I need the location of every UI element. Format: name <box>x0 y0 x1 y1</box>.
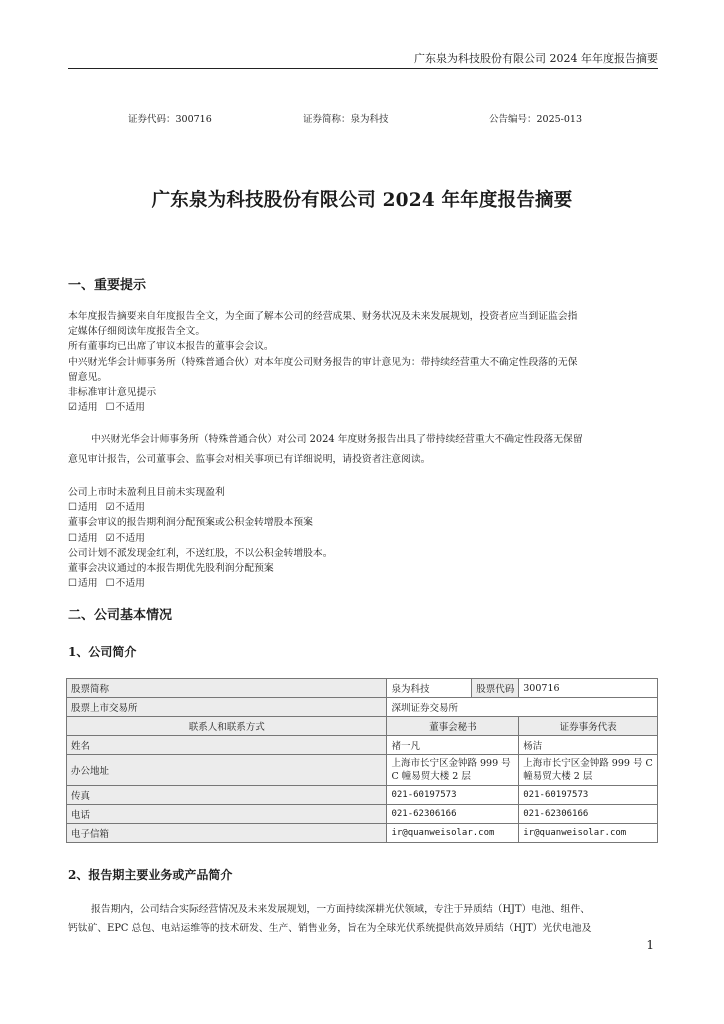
option-label: 适用 <box>77 502 98 514</box>
option-label: 适用 <box>77 402 98 414</box>
cell-value: 021-62306166 <box>519 805 658 824</box>
option-row-preferred-stock <box>68 576 333 591</box>
para-nonstandard: 非标准审计意见提示 <box>68 387 157 399</box>
profit-dividend-block <box>68 485 333 591</box>
option-row-unprofitable <box>68 500 333 515</box>
option-label: 不适用 <box>115 578 145 590</box>
para-auditor-explanation <box>91 432 583 447</box>
checkbox-unchecked-icon: ☐ <box>105 402 115 414</box>
option-label: 不适用 <box>115 532 145 544</box>
para-auditor-line2: 意见审计报告，公司董事会、监事会对相关事项已有详细说明，请投资者注意阅读。 <box>68 454 431 465</box>
cell-value: ir@quanweisolar.com <box>519 824 658 843</box>
running-header: 广东泉为科技股份有限公司 2024 年年度报告摘要 <box>414 52 658 65</box>
cell-label: 姓名 <box>67 736 387 755</box>
para-summary-line2: 定媒体仔细阅读年度报告全文。 <box>68 326 206 338</box>
important-notes-block <box>68 309 577 415</box>
para-audit-line1: 中兴财光华会计师事务所（特殊普通合伙）对本年度公司财务报告的审计意见为：带持续经营重大不确定性段落的无保 <box>68 356 578 368</box>
checkbox-unchecked-icon: ☐ <box>68 532 77 544</box>
cell-label: 股票代码 <box>472 679 519 698</box>
cell-label: 电话 <box>67 805 387 824</box>
table-row <box>67 786 658 805</box>
cell-value: 021-60197573 <box>519 786 658 805</box>
cell-label: 办公地址 <box>67 755 387 786</box>
cell-label: 联系人和联系方式 <box>67 717 387 736</box>
cell-value: 021-60197573 <box>387 786 519 805</box>
checkbox-checked-icon: ☑ <box>105 532 115 544</box>
stock-abbr: 证券简称：泉为科技 <box>303 114 389 125</box>
page-number: 1 <box>646 938 654 952</box>
option-label: 不适用 <box>115 402 145 414</box>
section-heading-important-notes: 一、重要提示 <box>68 278 147 293</box>
para-auditor-explanation-cont <box>68 452 430 467</box>
option-label: 适用 <box>77 578 98 590</box>
option-label: 适用 <box>77 532 98 544</box>
checkbox-unchecked-icon: ☐ <box>68 578 77 590</box>
cell-value: 021-62306166 <box>387 805 519 824</box>
cell-value: 泉为科技 <box>387 679 472 698</box>
para-no-dividend: 公司计划不派发现金红利，不送红股，不以公积金转增股本。 <box>68 547 333 559</box>
para-profit-distribution: 董事会审议的报告期利润分配预案或公积金转增股本预案 <box>68 517 313 529</box>
column-header-secretary: 董事会秘书 <box>387 717 519 736</box>
para-audit-line2: 留意见。 <box>68 371 108 383</box>
para-auditor-line1: 中兴财光华会计师事务所（特殊普通合伙）对公司 2024 年度财务报告出具了带持续经营重大不确定性段落无保留 <box>91 434 583 445</box>
checkbox-unchecked-icon: ☐ <box>105 578 115 590</box>
section-heading-company-basics: 二、公司基本情况 <box>68 608 173 623</box>
table-row <box>67 736 658 755</box>
table-row <box>67 755 658 786</box>
subheading-company-profile: 1、公司简介 <box>68 645 137 659</box>
table-row <box>67 698 658 717</box>
cell-label: 股票简称 <box>67 679 387 698</box>
header-rule <box>68 68 658 69</box>
option-label: 不适用 <box>115 502 145 514</box>
cell-value: 杨洁 <box>519 736 658 755</box>
para-business-line1: 报告期内，公司结合实际经营情况及未来发展规划，一方面持续深耕光伏领域，专注于异质结（HJT）电池、组件、 <box>91 904 591 915</box>
cell-value: 上海市长宁区金钟路 999 号 C 幢易贸大楼 2 层 <box>387 755 519 786</box>
para-preferred-stock: 董事会决议通过的本报告期优先股利润分配预案 <box>68 563 274 575</box>
cell-label: 电子信箱 <box>67 824 387 843</box>
checkbox-checked-icon: ☑ <box>68 402 77 414</box>
cell-value: 深圳证券交易所 <box>387 698 658 717</box>
notice-number: 公告编号：2025-013 <box>489 114 583 125</box>
para-unprofitable: 公司上市时未盈利且目前未实现盈利 <box>68 487 225 498</box>
table-row <box>67 805 658 824</box>
column-header-representative: 证券事务代表 <box>519 717 658 736</box>
option-row-nonstandard <box>68 400 577 415</box>
cell-label: 传真 <box>67 786 387 805</box>
cell-value: 褚一凡 <box>387 736 519 755</box>
cell-value: 300716 <box>519 679 658 698</box>
company-profile-table <box>66 678 658 843</box>
para-directors: 所有董事均已出席了审议本报告的董事会会议。 <box>68 341 274 353</box>
checkbox-unchecked-icon: ☐ <box>68 502 77 514</box>
cell-value: ir@quanweisolar.com <box>387 824 519 843</box>
subheading-main-business: 2、报告期主要业务或产品简介 <box>68 868 233 882</box>
para-summary-line1: 本年度报告摘要来自年度报告全文，为全面了解本公司的经营成果、财务状况及未来发展规划，投资者应当到证监会指 <box>68 311 578 322</box>
table-row <box>67 824 658 843</box>
option-row-profit-distribution <box>68 531 333 546</box>
cell-value: 上海市长宁区金钟路 999 号 C 幢易贸大楼 2 层 <box>519 755 658 786</box>
cell-label: 股票上市交易所 <box>67 698 387 717</box>
stock-code: 证券代码：300716 <box>128 114 212 125</box>
table-row <box>67 717 658 736</box>
checkbox-checked-icon: ☑ <box>105 502 115 514</box>
document-title: 广东泉为科技股份有限公司 2024 年年度报告摘要 <box>151 190 573 211</box>
table-row <box>67 679 658 698</box>
para-business-line2: 钙钛矿、EPC 总包、电站运维等的技术研发、生产、销售业务，旨在为全球光伏系统提供高效异质结（HJT）光伏电池及 <box>68 923 592 934</box>
